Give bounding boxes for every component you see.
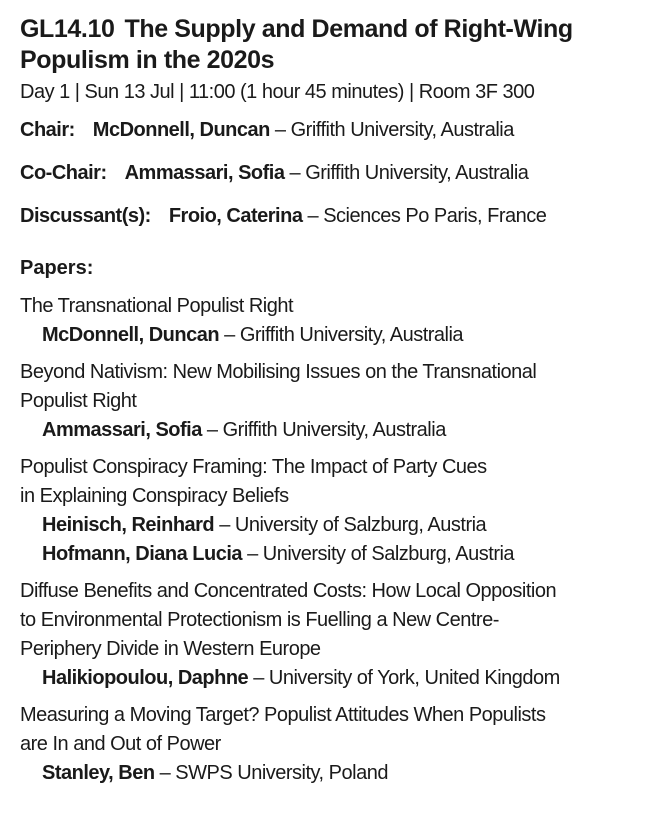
chair-label: Chair: [20,119,75,141]
paper-title: Beyond Nativism: New Mobilising Issues on the Transnational Populist Right [20,361,537,412]
author-name: Ammassari, Sofia [42,419,202,441]
author-affiliation: – University of Salzburg, Austria [214,514,487,536]
author-name: McDonnell, Duncan [42,324,220,346]
paper-item [20,701,654,788]
author-name: Heinisch, Reinhard [42,514,215,536]
paper-item [20,577,654,693]
paper-item [20,358,654,445]
co-chair-label: Co-Chair: [20,162,107,184]
chair-row [20,116,654,144]
session-meta: Day 1 | Sun 13 Jul | 11:00 (1 hour 45 minutes) | Room 3F 300 [20,81,535,103]
author-affiliation: – University of Salzburg, Austria [242,543,515,565]
chair-affiliation: – Griffith University, Australia [269,119,514,141]
paper-title: Populist Conspiracy Framing: The Impact of Party Cues in Explaining Conspiracy Beliefs [20,456,487,507]
co-chair-name: Ammassari, Sofia [124,162,285,184]
paper-author [20,664,654,693]
session-title [20,14,654,76]
discussant-row [20,202,654,230]
author-affiliation: – Griffith University, Australia [219,324,464,346]
paper-author [20,759,654,788]
co-chair-row [20,159,654,187]
author-name: Hofmann, Diana Lucia [42,543,243,565]
paper-item [20,292,654,350]
author-name: Stanley, Ben [42,762,155,784]
paper-author [20,321,654,350]
session-title-line2: Populism in the 2020s [20,46,275,74]
co-chair-affiliation: – Griffith University, Australia [284,162,529,184]
paper-item [20,453,654,569]
paper-title: The Transnational Populist Right [20,295,294,317]
author-name: Halikiopoulou, Daphne [42,667,249,689]
paper-author [20,511,654,540]
author-affiliation: – University of York, United Kingdom [248,667,560,689]
session-code: GL14.10 [20,15,115,43]
session-title-line1: The Supply and Demand of Right-Wing [124,15,573,43]
discussant-affiliation: – Sciences Po Paris, France [302,205,547,227]
paper-author [20,416,654,445]
roles-section [20,116,654,230]
author-affiliation: – SWPS University, Poland [154,762,388,784]
discussant-label: Discussant(s): [20,205,151,227]
author-affiliation: – Griffith University, Australia [201,419,446,441]
paper-title: Measuring a Moving Target? Populist Attitudes When Populists are In and Out of Power [20,704,546,755]
discussant-name: Froio, Caterina [168,205,303,227]
paper-author [20,540,654,569]
papers-heading: Papers: [20,257,94,279]
chair-name: McDonnell, Duncan [92,119,270,141]
paper-title: Diffuse Benefits and Concentrated Costs: How Local Opposition to Environmental Protectionism is Fuelling a New Centre- Periphery Divide in Western Europe [20,580,557,660]
